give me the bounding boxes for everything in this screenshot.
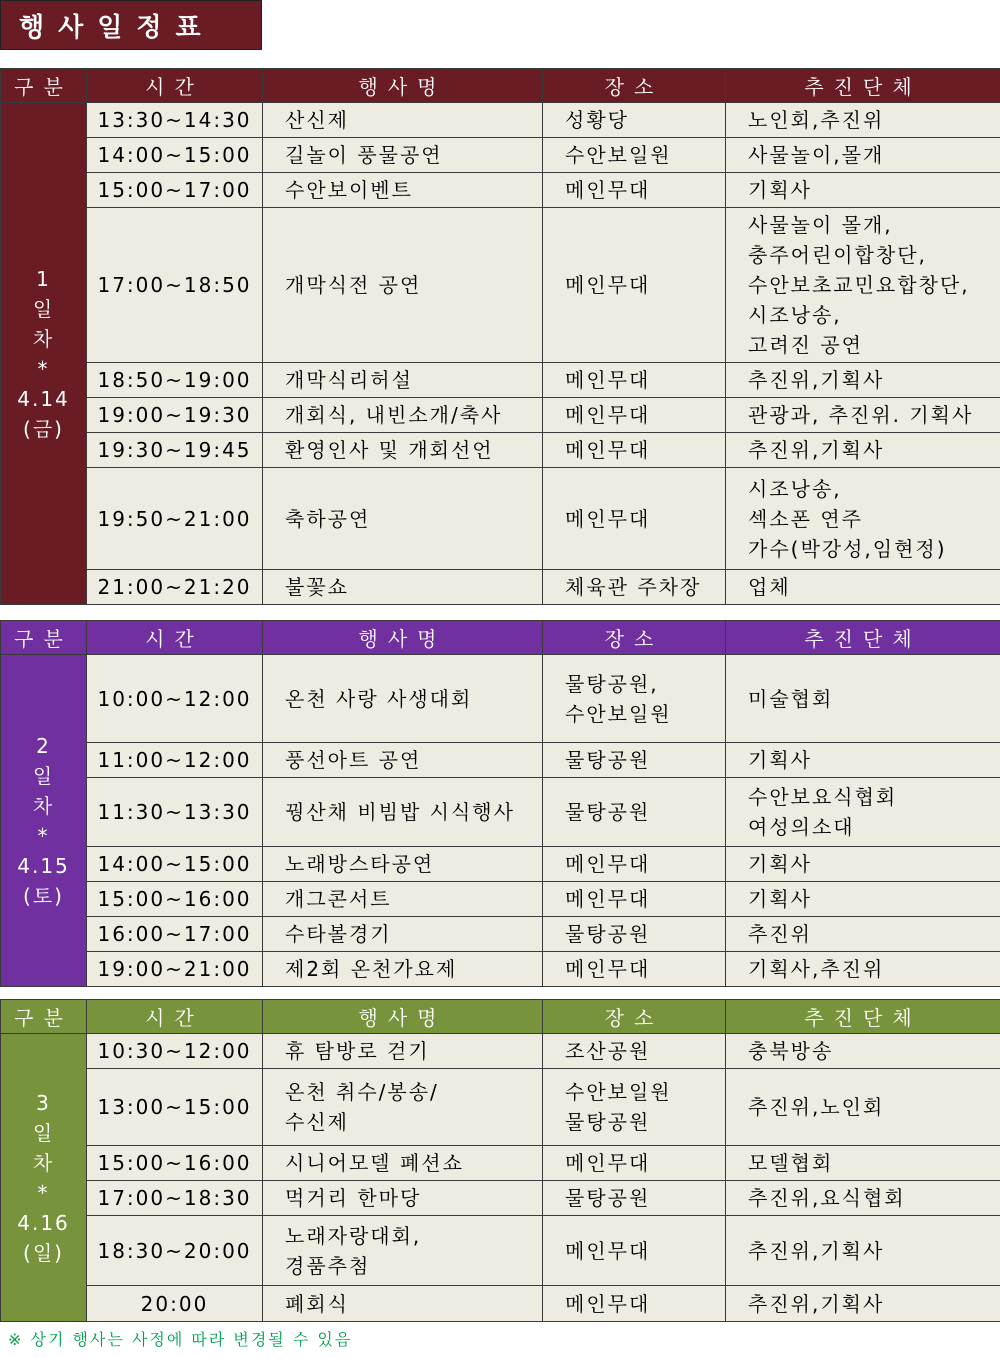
table-row: [1, 1216, 1000, 1286]
cell-time: 21:00~21:20: [87, 570, 263, 605]
day-label-line: 일: [32, 763, 55, 788]
table-row: [1, 1146, 1000, 1181]
cell-place: [543, 1216, 726, 1286]
cell-line: 기획사: [748, 887, 812, 911]
cell-line: 메인무대: [565, 957, 651, 981]
day-label-line: 4.16: [17, 1210, 70, 1235]
cell-line: 길놀이 풍물공연: [285, 143, 443, 167]
cell-line: 체육관 주차장: [565, 575, 702, 599]
cell-line: 기획사: [748, 178, 812, 202]
cell-line: 시조낭송,: [748, 476, 842, 501]
cell-event: [263, 1286, 543, 1322]
cell-event: [263, 655, 543, 743]
cell-line: 폐회식: [285, 1291, 349, 1316]
cell-line: 물탕공원: [565, 748, 651, 772]
table-row: [1, 398, 1000, 433]
cell-org: [726, 847, 1000, 882]
cell-place: [543, 743, 726, 778]
table-row: [1, 1069, 1000, 1146]
cell-line: 메인무대: [565, 368, 651, 392]
table-row: [1, 1034, 1000, 1069]
cell-line: 수안보일원: [565, 701, 672, 726]
cell-org: [726, 655, 1000, 743]
header-division: 구분: [1, 69, 87, 103]
cell-time: 17:00~18:30: [87, 1181, 263, 1216]
header-division: 구분: [1, 621, 87, 655]
cell-line: 관광과, 추진위. 기획사: [748, 403, 974, 427]
cell-line: 물탕공원,: [565, 671, 659, 696]
cell-time: 10:00~12:00: [87, 655, 263, 743]
cell-place: [543, 138, 726, 173]
cell-org: [726, 208, 1000, 363]
cell-line: 메인무대: [565, 852, 651, 876]
day-label-line: 1: [36, 266, 51, 291]
header-row: [1, 1000, 1000, 1034]
cell-line: 사물놀이 몰개,: [748, 213, 893, 237]
table-row: [1, 433, 1000, 468]
header-place: 장소: [543, 1000, 726, 1034]
cell-line: 사물놀이,몰개: [748, 143, 885, 167]
cell-place: [543, 468, 726, 570]
cell-line: 메인무대: [565, 1151, 651, 1175]
cell-org: [726, 1069, 1000, 1146]
cell-line: 물탕공원: [565, 1110, 651, 1134]
day-label: [1, 655, 87, 987]
cell-line: 메인무대: [565, 1238, 651, 1263]
cell-line: 추진위,노인회: [748, 1095, 885, 1119]
cell-line: 시조낭송,: [748, 303, 842, 327]
cell-time: 11:30~13:30: [87, 778, 263, 847]
header-time: 시간: [87, 1000, 263, 1034]
cell-time: 13:30~14:30: [87, 103, 263, 138]
cell-line: 물탕공원: [565, 800, 651, 824]
cell-line: 제2회 온천가요제: [285, 957, 458, 981]
cell-line: 여성의소대: [748, 815, 855, 839]
cell-place: [543, 173, 726, 208]
table-row: [1, 778, 1000, 847]
cell-event: [263, 398, 543, 433]
cell-line: 성황당: [565, 108, 629, 132]
cell-line: 개막식전 공연: [285, 273, 422, 297]
cell-event: [263, 743, 543, 778]
cell-line: 충주어린이합창단,: [748, 243, 927, 267]
cell-time: 13:00~15:00: [87, 1069, 263, 1146]
cell-place: [543, 1146, 726, 1181]
cell-event: [263, 103, 543, 138]
cell-org: [726, 103, 1000, 138]
day1-schedule-table: [0, 68, 1000, 605]
cell-place: [543, 778, 726, 847]
table-row: [1, 952, 1000, 987]
cell-place: [543, 363, 726, 398]
footnote: ※ 상기 행사는 사정에 따라 변경될 수 있음: [8, 1330, 353, 1349]
day-label-line: (일): [23, 1240, 64, 1265]
cell-org: [726, 778, 1000, 847]
cell-line: 모델협회: [748, 1151, 834, 1175]
table-row: [1, 208, 1000, 363]
cell-line: 메인무대: [565, 403, 651, 427]
cell-event: [263, 1181, 543, 1216]
header-row: [1, 69, 1000, 103]
cell-event: [263, 138, 543, 173]
cell-event: [263, 847, 543, 882]
cell-event: [263, 952, 543, 987]
cell-org: [726, 363, 1000, 398]
cell-line: 추진위,기획사: [748, 1238, 885, 1263]
cell-org: [726, 138, 1000, 173]
cell-time: 18:30~20:00: [87, 1216, 263, 1286]
cell-line: 메인무대: [565, 887, 651, 911]
cell-org: [726, 433, 1000, 468]
day-label-line: 4.14: [17, 386, 70, 411]
cell-time: 14:00~15:00: [87, 138, 263, 173]
cell-line: 기획사,추진위: [748, 957, 885, 981]
cell-time: 16:00~17:00: [87, 917, 263, 952]
header-event: 행사명: [263, 69, 543, 103]
cell-time: 19:50~21:00: [87, 468, 263, 570]
cell-place: [543, 952, 726, 987]
cell-org: [726, 1286, 1000, 1322]
day-label-line: *: [37, 1180, 50, 1205]
cell-org: [726, 1181, 1000, 1216]
header-time: 시간: [87, 69, 263, 103]
header-org: 추진단체: [726, 621, 1000, 655]
cell-time: 15:00~16:00: [87, 882, 263, 917]
cell-line: 휴 탐방로 걷기: [285, 1039, 430, 1063]
cell-line: 메인무대: [565, 178, 651, 202]
table-row: [1, 882, 1000, 917]
cell-line: 메인무대: [565, 1291, 651, 1316]
day-label-line: 2: [36, 733, 51, 758]
cell-time: 19:00~21:00: [87, 952, 263, 987]
day-label-line: *: [37, 356, 50, 381]
cell-event: [263, 468, 543, 570]
day-label-line: 일: [32, 1120, 55, 1145]
cell-time: 17:00~18:50: [87, 208, 263, 363]
table-row: [1, 138, 1000, 173]
table-row: [1, 655, 1000, 743]
cell-line: 불꽃쇼: [285, 575, 349, 599]
cell-place: [543, 847, 726, 882]
cell-event: [263, 363, 543, 398]
cell-place: [543, 1069, 726, 1146]
cell-event: [263, 778, 543, 847]
cell-place: [543, 208, 726, 363]
day3-schedule-table: [0, 999, 1000, 1322]
cell-line: 개회식, 내빈소개/축사: [285, 403, 503, 427]
day-label-line: 차: [32, 1150, 55, 1175]
cell-event: [263, 1034, 543, 1069]
cell-line: 추진위: [748, 922, 812, 946]
cell-org: [726, 570, 1000, 605]
cell-time: 10:30~12:00: [87, 1034, 263, 1069]
header-division: 구분: [1, 1000, 87, 1034]
cell-line: 수신제: [285, 1110, 349, 1134]
table-row: [1, 743, 1000, 778]
table-row: [1, 1181, 1000, 1216]
cell-time: 20:00: [87, 1286, 263, 1322]
cell-org: [726, 468, 1000, 570]
cell-org: [726, 743, 1000, 778]
day-label: [1, 103, 87, 605]
day-label-line: *: [37, 823, 50, 848]
cell-line: 물탕공원: [565, 922, 651, 946]
cell-place: [543, 1286, 726, 1322]
cell-event: [263, 208, 543, 363]
cell-line: 노인회,추진위: [748, 108, 885, 132]
day-label-line: 차: [32, 793, 55, 818]
cell-line: 노래자랑대회,: [285, 1223, 422, 1248]
cell-org: [726, 1146, 1000, 1181]
cell-time: 18:50~19:00: [87, 363, 263, 398]
cell-org: [726, 173, 1000, 208]
cell-org: [726, 1034, 1000, 1069]
cell-line: 수안보일원: [565, 143, 672, 167]
cell-org: [726, 1216, 1000, 1286]
cell-line: 추진위,기획사: [748, 1291, 885, 1316]
cell-line: 축하공연: [285, 506, 371, 531]
cell-line: 메인무대: [565, 273, 651, 297]
cell-line: 추진위,기획사: [748, 368, 885, 392]
cell-line: 노래방스타공연: [285, 852, 435, 876]
cell-place: [543, 433, 726, 468]
cell-time: 15:00~16:00: [87, 1146, 263, 1181]
cell-place: [543, 882, 726, 917]
cell-time: 11:00~12:00: [87, 743, 263, 778]
cell-line: 온천 취수/봉송/: [285, 1080, 439, 1104]
cell-line: 물탕공원: [565, 1186, 651, 1210]
cell-line: 메인무대: [565, 438, 651, 462]
cell-line: 조산공원: [565, 1039, 651, 1063]
header-org: 추진단체: [726, 1000, 1000, 1034]
cell-org: [726, 952, 1000, 987]
cell-event: [263, 570, 543, 605]
cell-event: [263, 1146, 543, 1181]
header-row: [1, 621, 1000, 655]
cell-event: [263, 882, 543, 917]
cell-line: 개그콘서트: [285, 887, 392, 911]
cell-line: 경품추첨: [285, 1253, 371, 1278]
table-row: [1, 363, 1000, 398]
cell-time: 19:00~19:30: [87, 398, 263, 433]
cell-line: 미술협회: [748, 686, 834, 711]
cell-line: 환영인사 및 개회선언: [285, 438, 494, 462]
table-row: [1, 468, 1000, 570]
header-place: 장소: [543, 621, 726, 655]
table-row: [1, 103, 1000, 138]
cell-event: [263, 917, 543, 952]
cell-place: [543, 570, 726, 605]
cell-line: 먹거리 한마당: [285, 1186, 422, 1210]
cell-org: [726, 398, 1000, 433]
cell-line: 메인무대: [565, 506, 651, 531]
table-row: [1, 570, 1000, 605]
cell-line: 온천 사랑 사생대회: [285, 686, 473, 711]
table-row: [1, 917, 1000, 952]
table-row: [1, 1286, 1000, 1322]
cell-event: [263, 1216, 543, 1286]
cell-line: 섹소폰 연주: [748, 506, 863, 531]
cell-place: [543, 103, 726, 138]
cell-line: 충북방송: [748, 1039, 834, 1063]
header-event: 행사명: [263, 1000, 543, 1034]
cell-org: [726, 882, 1000, 917]
day-label-line: 일: [32, 296, 55, 321]
cell-event: [263, 433, 543, 468]
cell-time: 14:00~15:00: [87, 847, 263, 882]
cell-line: 풍선아트 공연: [285, 748, 422, 772]
cell-line: 수안보요식협회: [748, 785, 898, 809]
cell-line: 수안보이벤트: [285, 178, 413, 202]
table-row: [1, 847, 1000, 882]
page-title: 행사일정표: [0, 0, 262, 50]
day2-schedule-table: [0, 620, 1000, 987]
cell-event: [263, 173, 543, 208]
cell-time: 15:00~17:00: [87, 173, 263, 208]
header-place: 장소: [543, 69, 726, 103]
cell-place: [543, 1181, 726, 1216]
cell-line: 가수(박강성,임현정): [748, 536, 947, 561]
cell-line: 수안보초교민요합창단,: [748, 273, 970, 297]
cell-line: 수안보일원: [565, 1080, 672, 1104]
header-org: 추진단체: [726, 69, 1000, 103]
cell-line: 추진위,기획사: [748, 438, 885, 462]
cell-time: 19:30~19:45: [87, 433, 263, 468]
cell-line: 고려진 공연: [748, 333, 863, 357]
day-label-line: 4.15: [17, 853, 70, 878]
cell-line: 수타볼경기: [285, 922, 392, 946]
cell-line: 산신제: [285, 108, 349, 132]
cell-line: 꿩산채 비빔밥 시식행사: [285, 800, 515, 824]
cell-place: [543, 655, 726, 743]
cell-line: 기획사: [748, 748, 812, 772]
cell-place: [543, 917, 726, 952]
header-time: 시간: [87, 621, 263, 655]
day-label: [1, 1034, 87, 1322]
cell-place: [543, 1034, 726, 1069]
day-label-line: (토): [23, 883, 64, 908]
day-label-line: 3: [36, 1090, 51, 1115]
table-row: [1, 173, 1000, 208]
cell-line: 업체: [748, 575, 791, 599]
cell-line: 기획사: [748, 852, 812, 876]
cell-line: 시니어모델 폐션쇼: [285, 1151, 464, 1175]
cell-org: [726, 917, 1000, 952]
cell-event: [263, 1069, 543, 1146]
day-label-line: (금): [23, 416, 64, 441]
cell-line: 추진위,요식협회: [748, 1186, 906, 1210]
day-label-line: 차: [32, 326, 55, 351]
cell-line: 개막식리허설: [285, 368, 413, 392]
cell-place: [543, 398, 726, 433]
header-event: 행사명: [263, 621, 543, 655]
